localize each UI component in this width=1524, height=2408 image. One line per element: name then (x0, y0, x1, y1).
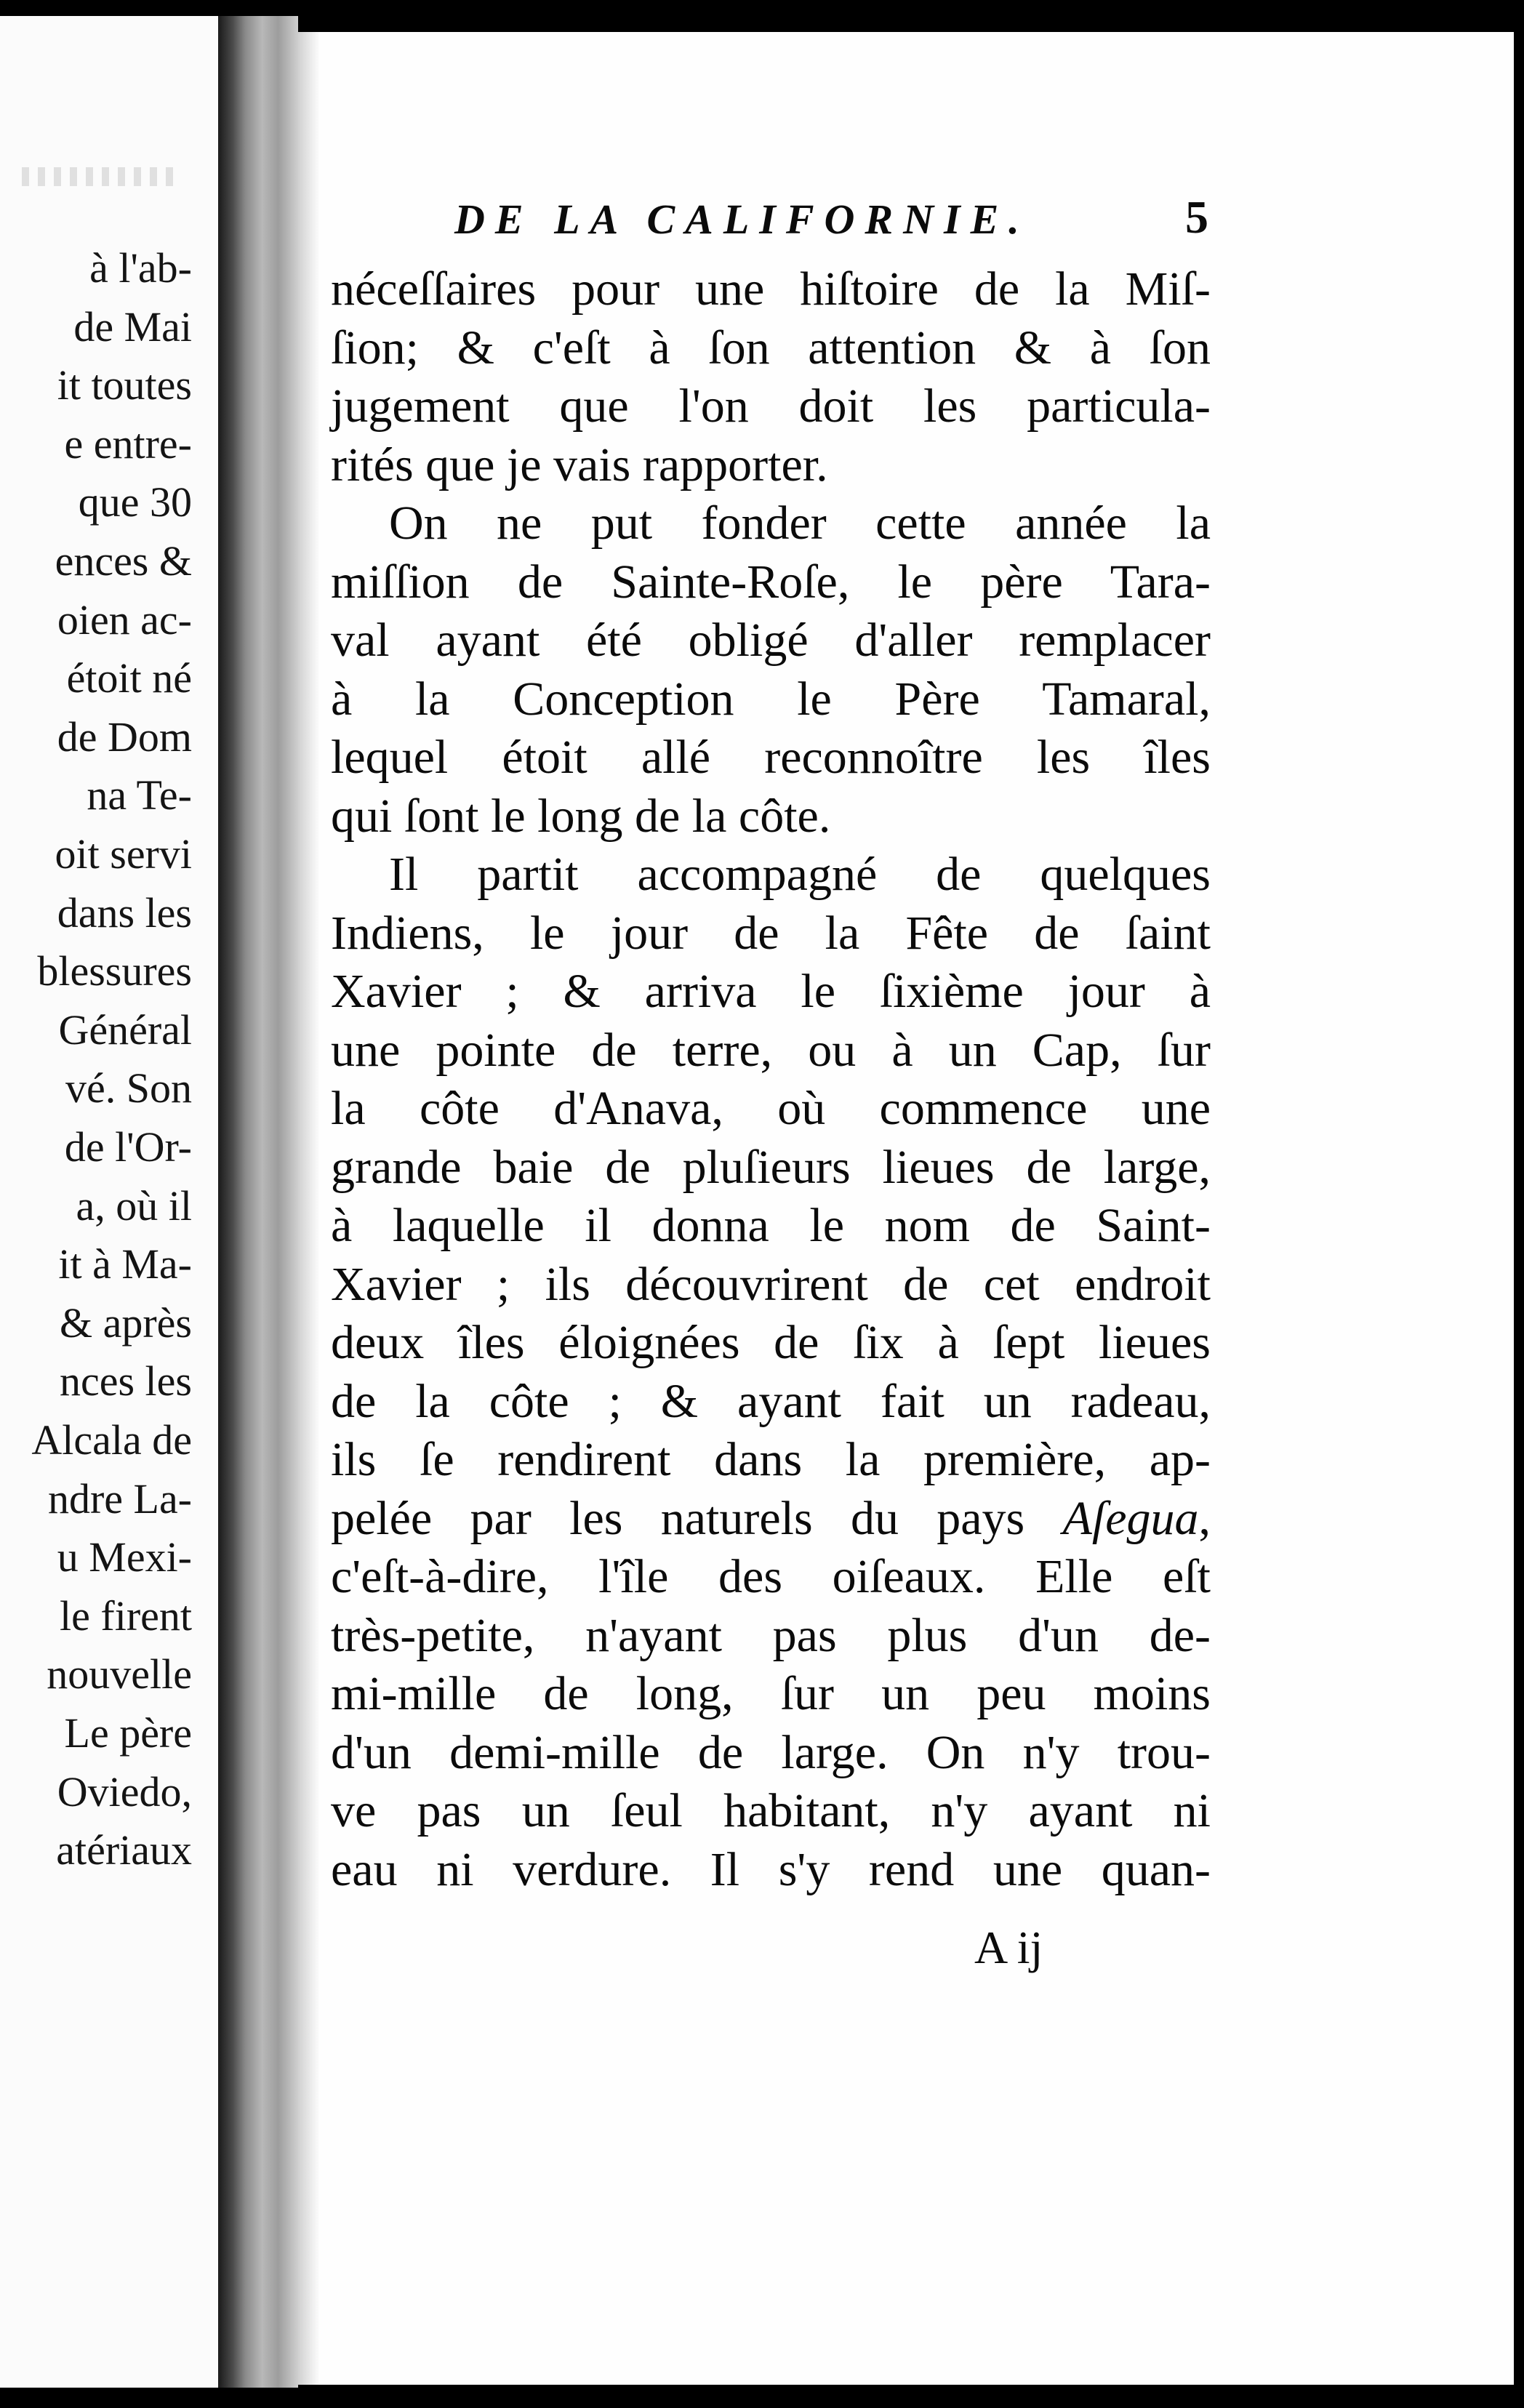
body-line: eau ni verdure. Il s'y rend une quan- (331, 1842, 1211, 1896)
running-head: DE LA CALIFORNIE. (454, 196, 1030, 243)
italic-tail: , (1198, 1491, 1211, 1545)
body-line: mi-mille de long, ſur un peu moins (331, 1667, 1211, 1720)
left-page-line: Le père (64, 1709, 192, 1757)
body-line: très-petite, n'ayant pas plus d'un de- (331, 1608, 1211, 1662)
left-page-line: Alcala de (31, 1416, 192, 1464)
left-page-line: nouvelle (47, 1650, 192, 1698)
left-page-line: it à Ma- (58, 1240, 192, 1288)
body-line: lequel étoit allé reconnoître les îles (331, 731, 1211, 784)
body-line: rités que je vais rapporter. (331, 438, 828, 491)
body-line: de la côte ; & ayant fait un radeau, (331, 1374, 1211, 1428)
left-page-line: à l'ab- (89, 244, 192, 292)
page-number: 5 (1185, 191, 1208, 243)
left-page-line: de Mai (73, 302, 192, 350)
left-page-line: nces les (60, 1357, 192, 1405)
body-text (331, 260, 1211, 1899)
left-page-line: le firent (60, 1592, 192, 1640)
left-page-line: na Te- (87, 771, 192, 819)
left-page-line: ences & (55, 537, 192, 585)
left-page-line: vé. Son (65, 1064, 192, 1112)
body-line: deux îles éloignées de ſix à ſept lieues (331, 1316, 1211, 1369)
left-facing-page (0, 16, 218, 2388)
left-page-line: de Dom (57, 713, 192, 760)
body-line: c'eſt-à-dire, l'île des oiſeaux. Elle eſt (331, 1550, 1211, 1603)
italic-place-name: Aſegua (1062, 1491, 1199, 1545)
left-page-line: a, où il (76, 1181, 192, 1229)
book-gutter (218, 16, 298, 2388)
left-page-line: étoit né (66, 654, 192, 702)
body-line: val ayant été obligé d'aller remplacer (331, 614, 1211, 667)
signature-mark: A ij (974, 1922, 1043, 1973)
left-page-line: atériaux (56, 1826, 192, 1874)
body-line: ſion; & c'eſt à ſon attention & à ſon (331, 321, 1211, 374)
body-line: d'un demi-mille de large. On n'y trou- (331, 1725, 1211, 1779)
body-line: à laquelle il donna le nom de Saint- (331, 1199, 1211, 1252)
left-page-header-fragment (22, 167, 182, 186)
body-line: ve pas un ſeul habitant, n'y ayant ni (331, 1784, 1211, 1837)
body-line-text: pelée par les naturels du pays (331, 1491, 1063, 1545)
left-page-line: dans les (57, 888, 192, 936)
page-shadow (298, 32, 320, 2385)
left-page-line: it toutes (57, 361, 192, 409)
left-page-line: Oviedo, (57, 1767, 192, 1815)
body-line: néceſſaires pour une hiſtoire de la Miſ- (331, 262, 1211, 316)
left-page-line: u Mexi- (57, 1533, 192, 1581)
body-line: Indiens, le jour de la Fête de ſaint (331, 906, 1211, 960)
body-line: qui ſont le long de la côte. (331, 789, 831, 843)
body-line: Il partit accompagné de quelques (389, 848, 1211, 901)
left-page-line: oien ac- (57, 595, 192, 643)
left-page-line: oit servi (55, 830, 192, 878)
left-page-line: blessures (37, 947, 192, 995)
body-line: la côte d'Anava, où commence une (331, 1082, 1211, 1135)
body-line: miſſion de Sainte-Roſe, le père Tara- (331, 555, 1211, 609)
left-page-line: & après (60, 1299, 192, 1347)
body-line: ils ſe rendirent dans la première, ap- (331, 1433, 1211, 1486)
left-page-line: que 30 (78, 478, 192, 526)
left-page-line: e entre- (64, 420, 192, 467)
left-page-line: ndre La- (47, 1474, 192, 1522)
body-line: jugement que l'on doit les particula- (331, 380, 1211, 433)
left-page-line: de l'Or- (64, 1123, 192, 1171)
left-page-line: Général (58, 1006, 192, 1054)
body-line: une pointe de terre, ou à un Cap, ſur (331, 1023, 1211, 1077)
body-line: Xavier ; ils découvrirent de cet endroit (331, 1257, 1211, 1311)
body-line: Xavier ; & arriva le ſixième jour à (331, 965, 1211, 1018)
body-line (331, 1490, 1211, 1549)
body-line: On ne put fonder cette année la (389, 497, 1211, 550)
body-line: à la Conception le Père Tamaral, (331, 672, 1211, 726)
body-line: grande baie de pluſieurs lieues de large, (331, 1140, 1211, 1194)
